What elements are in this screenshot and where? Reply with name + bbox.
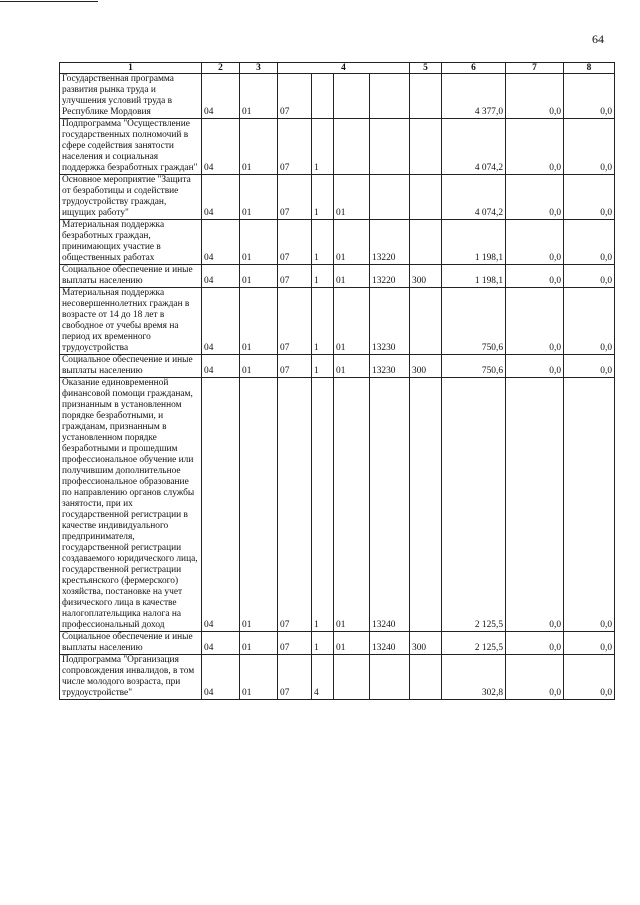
- cell-c4a: 07: [278, 74, 312, 119]
- table-row: [60, 378, 615, 632]
- cell-c5: 300: [410, 355, 442, 378]
- table-row: [60, 119, 615, 175]
- cell-c7: 0,0: [506, 175, 564, 220]
- cell-c4b: 1: [312, 119, 334, 175]
- row-name-cell: Социальное обеспечение и иные выплаты населению: [60, 632, 202, 655]
- col-header-6: 6: [442, 63, 506, 74]
- cell-c8: 0,0: [564, 655, 615, 700]
- cell-c4c: 01: [334, 265, 370, 288]
- cell-c4b: 1: [312, 355, 334, 378]
- row-name-cell: Оказание единовременной финансовой помощи гражданам, признанным в установленном порядке безработными, и гражданам, признанным в установленном порядке безработными и прошедшим профессиональное обучение или получившим дополнительное профессиональное образование по направлению органов службы занятости, при их государственной регистрации в качестве индивидуального предпринимателя, государственной регистрации создаваемого юридического лица, государственной регистрации крестьянского (фермерского) хозяйства, постановке на учет физического лица в качестве налогоплательщика налога на профессиональный доход: [60, 378, 202, 632]
- cell-c3: 01: [240, 175, 278, 220]
- cell-c2: 04: [202, 655, 240, 700]
- cell-c4a: 07: [278, 220, 312, 265]
- cell-c6: 1 198,1: [442, 265, 506, 288]
- cell-c4d: 13220: [370, 265, 410, 288]
- cell-c7: 0,0: [506, 265, 564, 288]
- cell-c5: 300: [410, 632, 442, 655]
- table-body: [60, 74, 615, 700]
- row-name-cell: Материальная поддержка безработных граждан, принимающих участие в общественных работах: [60, 220, 202, 265]
- col-header-1: 1: [60, 63, 202, 74]
- scan-edge-line: [0, 1, 98, 2]
- cell-c8: 0,0: [564, 288, 615, 355]
- cell-c4d: [370, 119, 410, 175]
- cell-c6: 1 198,1: [442, 220, 506, 265]
- cell-c5: [410, 119, 442, 175]
- cell-c4d: 13220: [370, 220, 410, 265]
- cell-c2: 04: [202, 74, 240, 119]
- cell-c6: 4 377,0: [442, 74, 506, 119]
- cell-c3: 01: [240, 632, 278, 655]
- cell-c4a: 07: [278, 175, 312, 220]
- cell-c8: 0,0: [564, 74, 615, 119]
- cell-c3: 01: [240, 220, 278, 265]
- cell-c4c: 01: [334, 288, 370, 355]
- cell-c2: 04: [202, 265, 240, 288]
- cell-c4c: 01: [334, 220, 370, 265]
- cell-c4b: 1: [312, 288, 334, 355]
- row-name-cell: Подпрограмма "Организация сопровождения инвалидов, в том числе молодого возраста, при трудоустройстве": [60, 655, 202, 700]
- table-row: [60, 74, 615, 119]
- cell-c4d: [370, 74, 410, 119]
- cell-c3: 01: [240, 74, 278, 119]
- cell-c4b: 4: [312, 655, 334, 700]
- table-row: [60, 632, 615, 655]
- cell-c7: 0,0: [506, 288, 564, 355]
- cell-c4b: 1: [312, 378, 334, 632]
- cell-c6: 750,6: [442, 355, 506, 378]
- cell-c5: 300: [410, 265, 442, 288]
- cell-c4b: [312, 74, 334, 119]
- row-name-cell: Государственная программа развития рынка труда и улучшения условий труда в Республике Мордовия: [60, 74, 202, 119]
- row-name-cell: Основное мероприятие "Защита от безработицы и содействие трудоустройству граждан, ищущих работу": [60, 175, 202, 220]
- cell-c4a: 07: [278, 378, 312, 632]
- table-row: [60, 265, 615, 288]
- cell-c4a: 07: [278, 119, 312, 175]
- cell-c6: 2 125,5: [442, 632, 506, 655]
- row-name-cell: Подпрограмма "Осуществление государственных полномочий в сфере содействия занятости населения и социальная поддержка безработных граждан": [60, 119, 202, 175]
- cell-c4b: 1: [312, 265, 334, 288]
- cell-c5: [410, 378, 442, 632]
- cell-c2: 04: [202, 175, 240, 220]
- cell-c2: 04: [202, 288, 240, 355]
- cell-c6: 750,6: [442, 288, 506, 355]
- cell-c4c: [334, 74, 370, 119]
- row-name-cell: Материальная поддержка несовершеннолетних граждан в возрасте от 14 до 18 лет в свободное от учебы время на период их временного трудоустройства: [60, 288, 202, 355]
- cell-c8: 0,0: [564, 378, 615, 632]
- cell-c4d: [370, 175, 410, 220]
- cell-c4b: 1: [312, 632, 334, 655]
- cell-c4d: 13230: [370, 355, 410, 378]
- cell-c3: 01: [240, 288, 278, 355]
- table-row: [60, 288, 615, 355]
- cell-c3: 01: [240, 119, 278, 175]
- cell-c8: 0,0: [564, 119, 615, 175]
- table-row: [60, 355, 615, 378]
- cell-c5: [410, 175, 442, 220]
- cell-c5: [410, 655, 442, 700]
- cell-c4a: 07: [278, 632, 312, 655]
- row-name-cell: Социальное обеспечение и иные выплаты населению: [60, 265, 202, 288]
- cell-c2: 04: [202, 378, 240, 632]
- cell-c7: 0,0: [506, 378, 564, 632]
- cell-c3: 01: [240, 378, 278, 632]
- cell-c4d: 13240: [370, 378, 410, 632]
- col-header-5: 5: [410, 63, 442, 74]
- cell-c2: 04: [202, 220, 240, 265]
- cell-c8: 0,0: [564, 220, 615, 265]
- cell-c2: 04: [202, 355, 240, 378]
- table-row: [60, 175, 615, 220]
- col-header-8: 8: [564, 63, 615, 74]
- cell-c7: 0,0: [506, 74, 564, 119]
- cell-c8: 0,0: [564, 632, 615, 655]
- cell-c7: 0,0: [506, 355, 564, 378]
- cell-c4c: 01: [334, 632, 370, 655]
- budget-table: [59, 62, 615, 700]
- cell-c3: 01: [240, 355, 278, 378]
- cell-c8: 0,0: [564, 175, 615, 220]
- row-name-cell: Социальное обеспечение и иные выплаты населению: [60, 355, 202, 378]
- cell-c5: [410, 74, 442, 119]
- cell-c4d: [370, 655, 410, 700]
- cell-c3: 01: [240, 265, 278, 288]
- table-row: [60, 220, 615, 265]
- col-header-4: 4: [278, 63, 410, 74]
- cell-c8: 0,0: [564, 355, 615, 378]
- cell-c4a: 07: [278, 265, 312, 288]
- cell-c4b: 1: [312, 220, 334, 265]
- table-header-row: [60, 63, 615, 74]
- cell-c7: 0,0: [506, 119, 564, 175]
- cell-c6: 4 074,2: [442, 119, 506, 175]
- cell-c8: 0,0: [564, 265, 615, 288]
- cell-c4d: 13230: [370, 288, 410, 355]
- cell-c3: 01: [240, 655, 278, 700]
- cell-c4d: 13240: [370, 632, 410, 655]
- cell-c4a: 07: [278, 288, 312, 355]
- table-row: [60, 655, 615, 700]
- page-number: 64: [592, 32, 604, 46]
- cell-c4c: [334, 655, 370, 700]
- cell-c4a: 07: [278, 355, 312, 378]
- cell-c7: 0,0: [506, 220, 564, 265]
- col-header-2: 2: [202, 63, 240, 74]
- cell-c4c: 01: [334, 175, 370, 220]
- cell-c4b: 1: [312, 175, 334, 220]
- col-header-3: 3: [240, 63, 278, 74]
- col-header-7: 7: [506, 63, 564, 74]
- cell-c7: 0,0: [506, 655, 564, 700]
- cell-c4c: 01: [334, 378, 370, 632]
- cell-c2: 04: [202, 119, 240, 175]
- cell-c7: 0,0: [506, 632, 564, 655]
- cell-c6: 2 125,5: [442, 378, 506, 632]
- cell-c5: [410, 288, 442, 355]
- cell-c4c: [334, 119, 370, 175]
- cell-c6: 4 074,2: [442, 175, 506, 220]
- cell-c2: 04: [202, 632, 240, 655]
- cell-c5: [410, 220, 442, 265]
- cell-c6: 302,8: [442, 655, 506, 700]
- cell-c4a: 07: [278, 655, 312, 700]
- cell-c4c: 01: [334, 355, 370, 378]
